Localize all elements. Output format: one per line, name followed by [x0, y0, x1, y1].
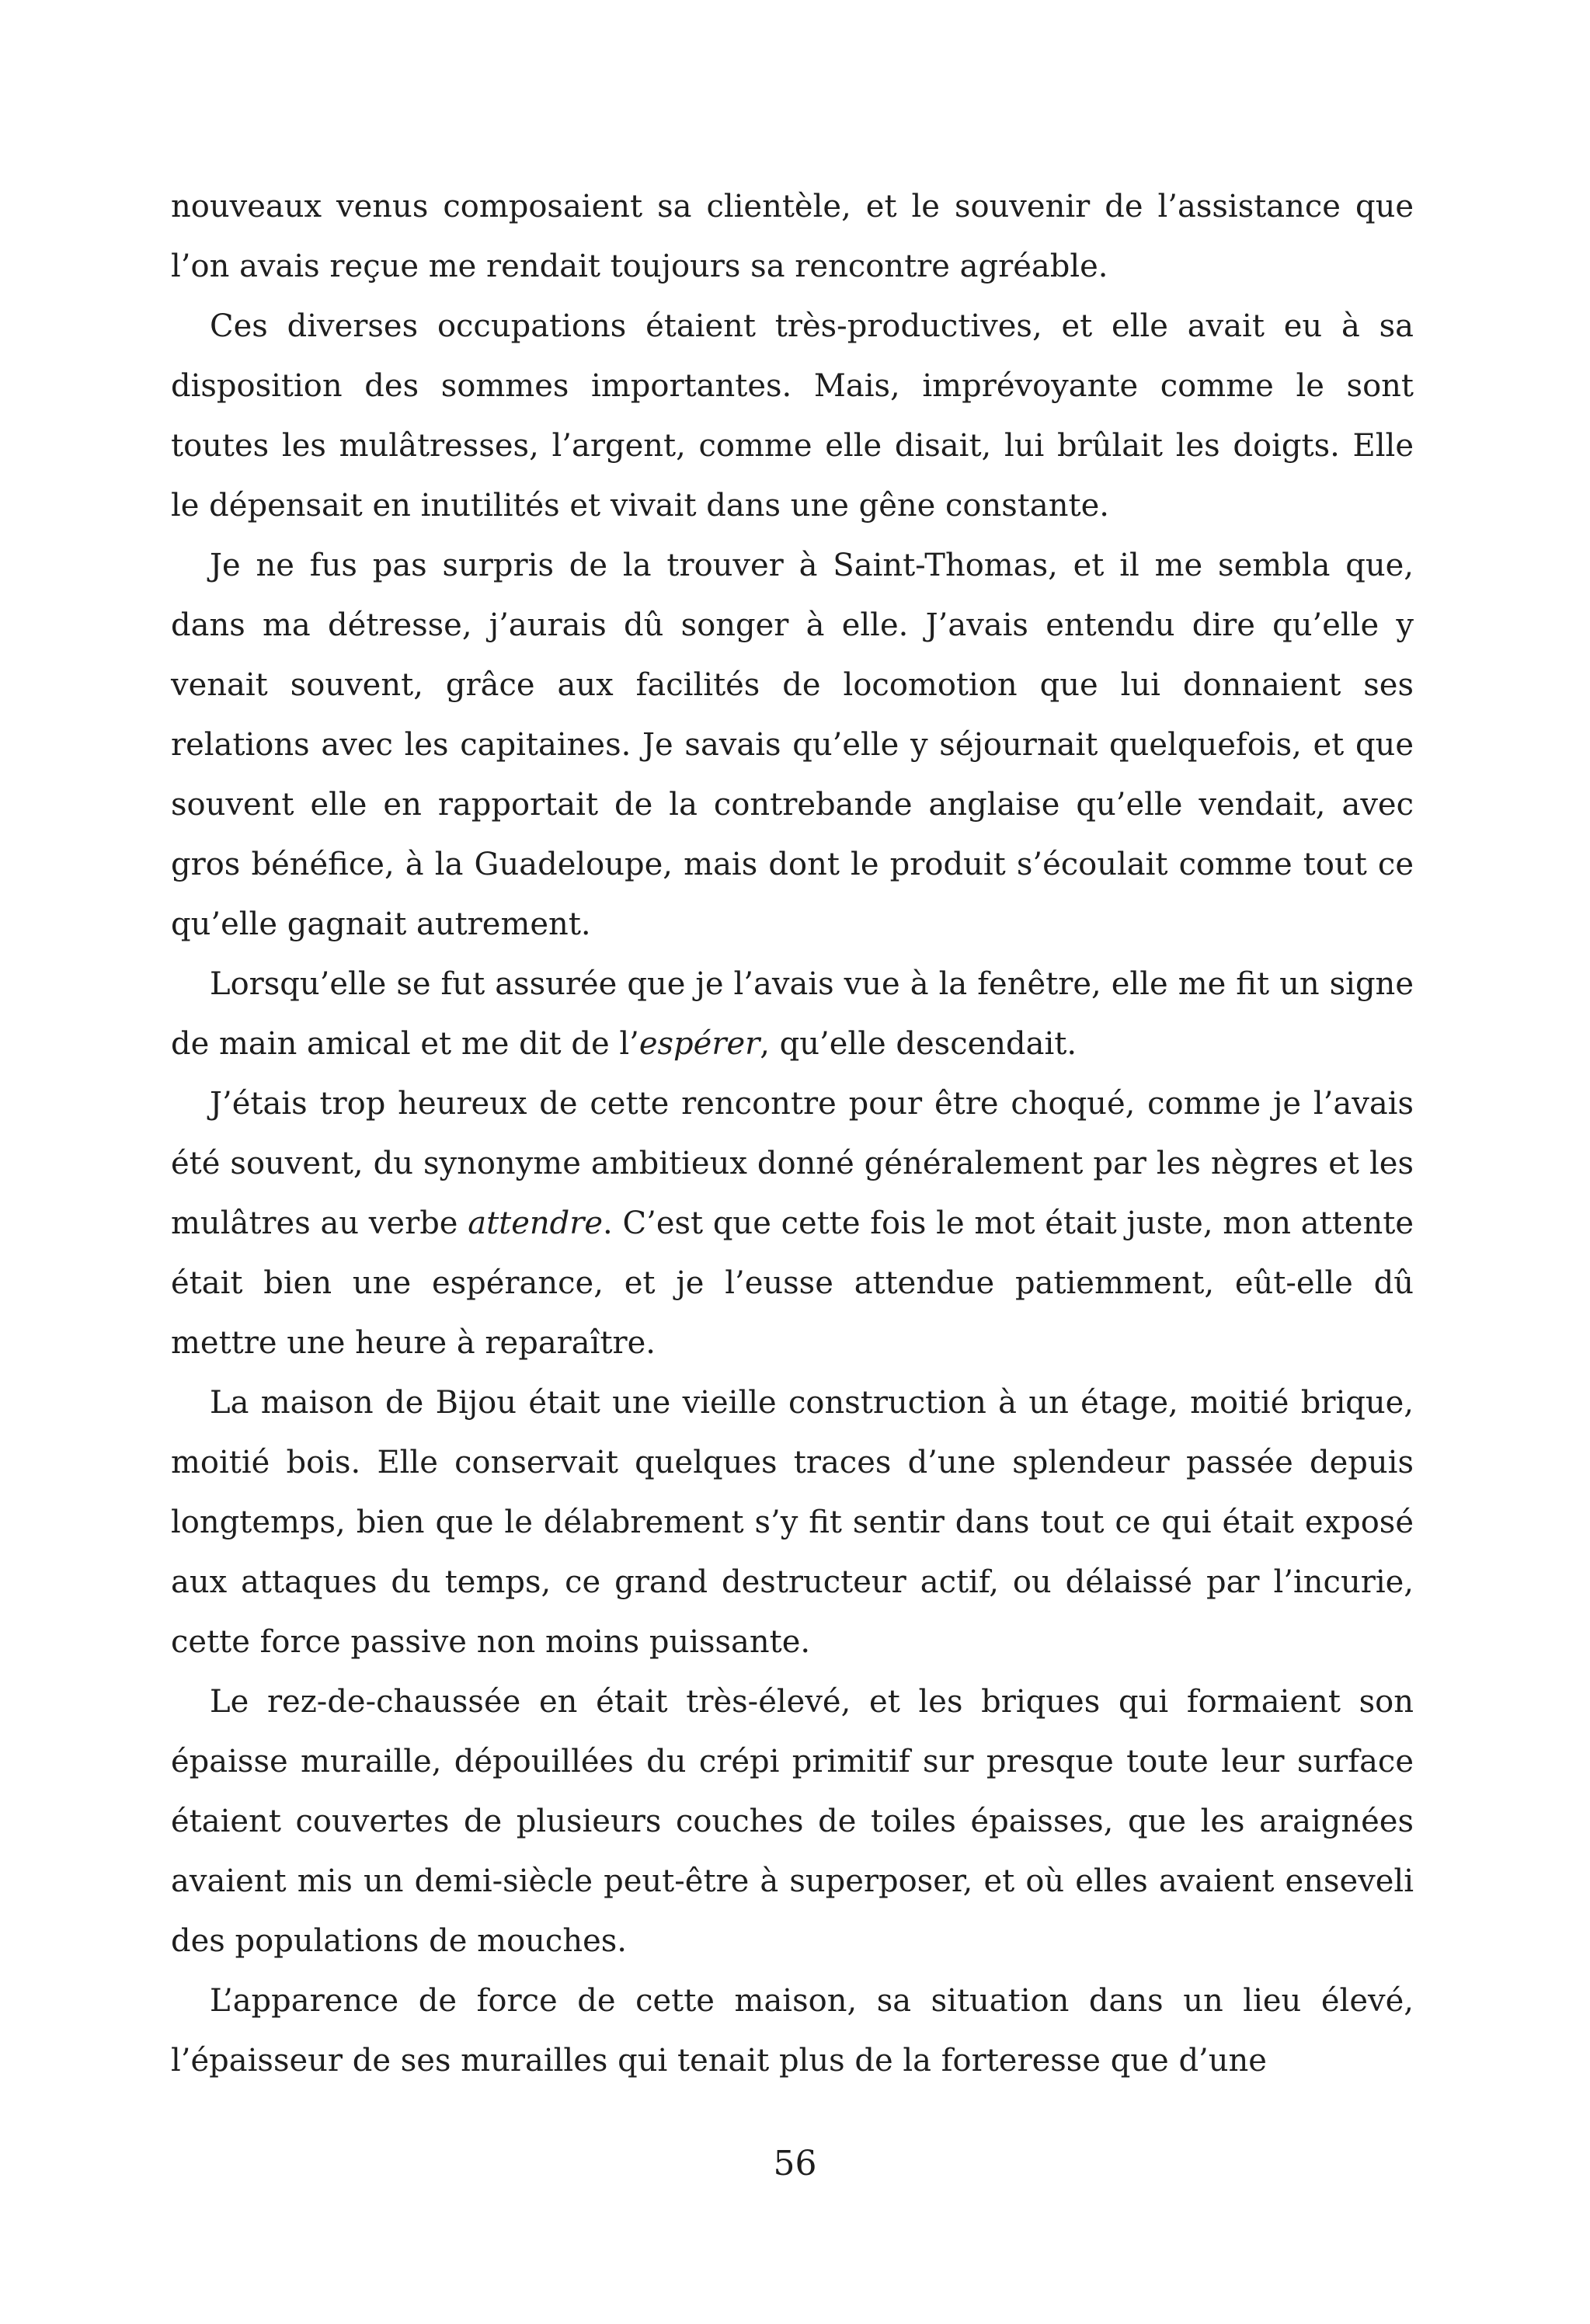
italic-word: espérer [638, 1026, 760, 1062]
page-number: 56 [773, 2144, 817, 2183]
text-segment: Je ne fus pas surpris de la trouver à Saint-Thomas, et il me sembla que, dans ma détresse, j’aurais dû songer à elle. J’avais entendu dire qu’elle y venait souvent, grâce aux facilités de locomotion que lui donnaient ses relations avec les capitaines. Je savais qu’elle y séjournait quelquefois, et que souvent elle en rapportait de la contrebande anglaise qu’elle vendait, avec gros bénéfice, à la Guadeloupe, mais dont le produit s’écoulait comme tout ce qu’elle gagnait autrement. [171, 548, 1414, 942]
page-body [171, 177, 1414, 2091]
italic-word: attendre [468, 1205, 604, 1241]
text-segment: La maison de Bijou était une vieille construction à un étage, moitié brique, moitié bois. Elle conservait quelques traces d’une splendeur passée depuis longtemps, bien que le délabrement s’y fit sentir dans tout ce qui était exposé aux attaques du temps, ce grand destructeur actif, ou délaissé par l’incurie, cette force passive non moins puissante. [171, 1385, 1414, 1660]
text-segment: Ces diverses occupations étaient très-productives, et elle avait eu à sa disposition des sommes importantes. Mais, imprévoyante comme le sont toutes les mulâtresses, l’argent, comme elle disait, lui brûlait les doigts. Elle le dépensait en inutilités et vivait dans une gêne constante. [171, 308, 1414, 524]
text-segment: Lorsqu’elle se fut assurée que je l’avais vue à la fenêtre, elle me fit un signe de main amical et me dit de l’ [171, 966, 1414, 1062]
paragraph [171, 955, 1414, 1074]
paragraph [171, 297, 1414, 536]
paragraph [171, 536, 1414, 955]
text-segment: , qu’elle descendait. [760, 1026, 1077, 1062]
text-segment: Le rez-de-chaussée en était très-élevé, et les briques qui formaient son épaisse muraille, dépouillées du crépi primitif sur presque toute leur surface étaient couvertes de plusieurs couches de toiles épaisses, que les araignées avaient mis un demi-siècle peut-être à superposer, et où elles avaient enseveli des populations de mouches. [171, 1684, 1414, 1959]
paragraph [171, 1074, 1414, 1373]
paragraph [171, 1373, 1414, 1672]
paragraph [171, 1971, 1414, 2091]
text-segment: nouveaux venus composaient sa clientèle, et le souvenir de l’assistance que l’on avais reçue me rendait toujours sa rencontre agréable. [171, 189, 1414, 284]
text-segment: . C’est que cette fois le mot était juste, mon attente était bien une espérance, et je l’eusse attendue patiemment, eût-elle dû mettre une heure à reparaître. [171, 1205, 1414, 1361]
text-segment: J’étais trop heureux de cette rencontre pour être choqué, comme je l’avais été souvent, du synonyme ambitieux donné généralement par les nègres et les mulâtres au verbe [171, 1086, 1414, 1241]
paragraph [171, 177, 1414, 297]
text-segment: L’apparence de force de cette maison, sa situation dans un lieu élevé, l’épaisseur de ses murailles qui tenait plus de la forteresse que d’une [171, 1983, 1414, 2079]
paragraph [171, 1672, 1414, 1971]
